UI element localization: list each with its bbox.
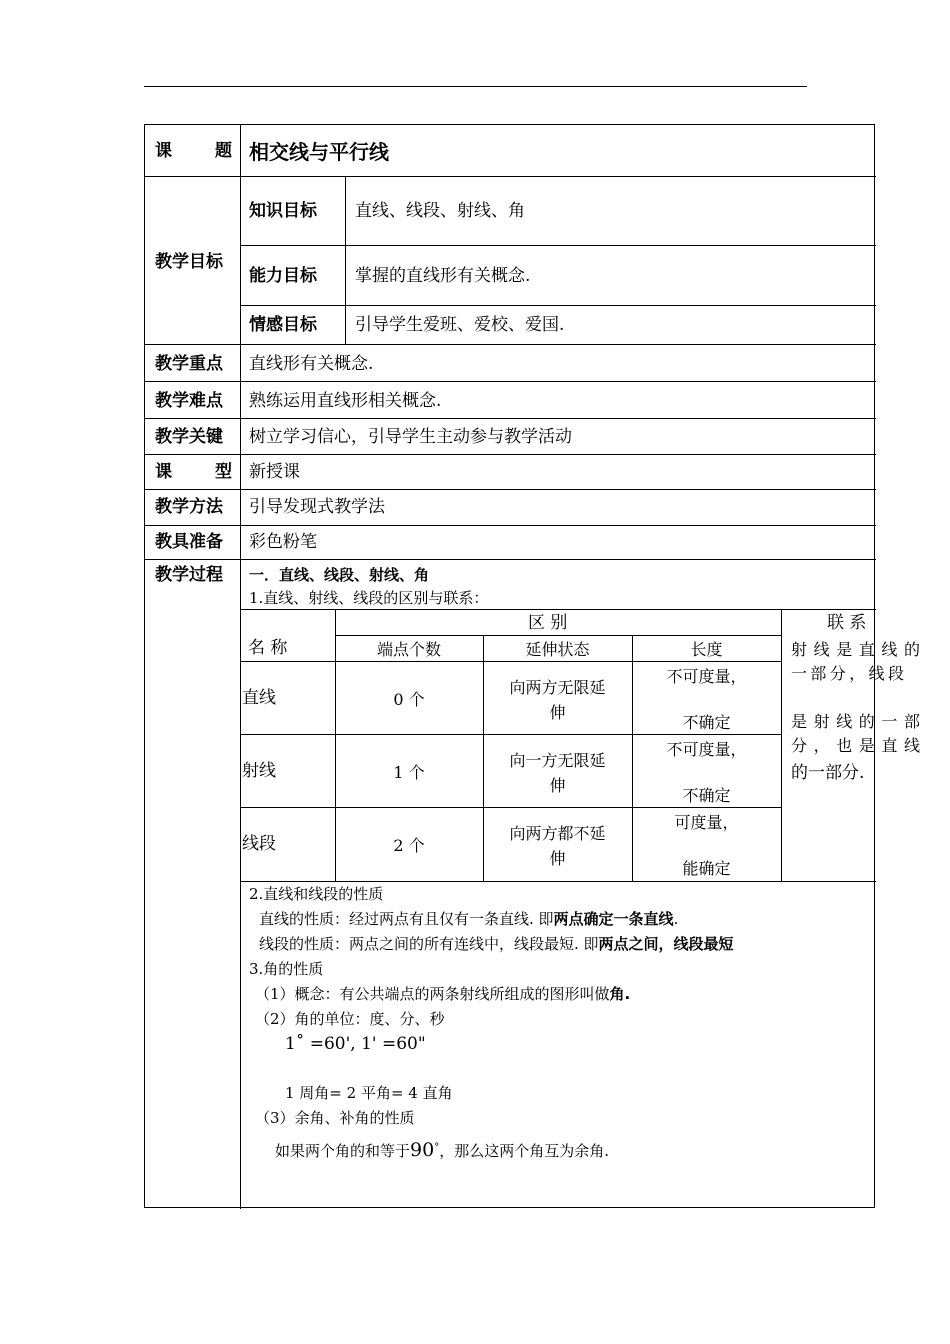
row-tools-label: 教具准备 — [155, 532, 223, 552]
goal-knowledge-value: 直线、线段、射线、角 — [355, 201, 525, 221]
p2-title: 2.直线和线段的性质 — [249, 885, 384, 903]
goal-emotion-value: 引导学生爱班、爱校、爱国. — [355, 315, 565, 335]
unit-formula: 1˚ =60', 1' =60" — [285, 1034, 426, 1054]
goal-knowledge-label: 知识目标 — [249, 201, 317, 221]
goal-emotion-label: 情感目标 — [249, 315, 317, 335]
complement-rule: 如果两个角的和等于90°，那么这两个角互为余角. — [275, 1139, 609, 1161]
table-row-name: 线段 — [242, 834, 276, 854]
table-row-name: 射线 — [242, 761, 276, 781]
p3-title: 3.角的性质 — [249, 960, 324, 978]
row-tools-value: 彩色粉笔 — [249, 532, 317, 552]
process-label: 教学过程 — [155, 565, 223, 585]
table-row-length-2: 不确定 — [682, 786, 731, 805]
goal-ability-value: 掌握的直线形有关概念. — [355, 266, 531, 286]
col-header-endpoints: 端点个数 — [376, 640, 441, 659]
table-intro: 1.直线、射线、线段的区别与联系： — [249, 589, 489, 607]
table-row-length: 可度量， — [674, 813, 739, 832]
row-focus-label: 教学重点 — [155, 354, 223, 374]
col-header-extension: 延伸状态 — [525, 640, 590, 659]
link-line: 分，也是直线 — [791, 736, 920, 755]
table-row-extension-2: 伸 — [549, 849, 566, 868]
table-row-extension: 向两方无限延 — [509, 678, 606, 697]
row-type-label-2: 型 — [215, 462, 232, 482]
row-focus-value: 直线形有关概念. — [249, 354, 374, 374]
table-row-extension: 向一方无限延 — [509, 751, 606, 770]
table-row-length-2: 能确定 — [682, 859, 731, 878]
row-type-value: 新授课 — [249, 462, 300, 482]
link-line: 一部分，线段 — [791, 664, 904, 683]
row-method-value: 引导发现式教学法 — [249, 497, 385, 517]
row-type-label: 课 — [155, 462, 172, 482]
angle-relation: 1 周角= 2 平角= 4 直角 — [285, 1084, 453, 1102]
lesson-plan-table — [144, 124, 920, 1208]
table-row-endpoints: 2 个 — [393, 836, 425, 855]
table-row-extension: 向两方都不延 — [509, 824, 606, 843]
topic-label: 课 — [155, 141, 172, 161]
table-row-endpoints: 0 个 — [393, 690, 425, 709]
topic-title: 相交线与平行线 — [249, 140, 389, 164]
topic-label-2: 题 — [215, 141, 232, 161]
row-key-value: 树立学习信心，引导学生主动参与教学活动 — [249, 427, 572, 447]
table-row-length: 不可度量， — [666, 740, 747, 759]
link-line: 射线是直线的 — [791, 640, 920, 659]
link-line: 的一部分. — [791, 763, 865, 783]
link-line: 是射线的一部 — [791, 712, 920, 731]
p2-line2: 线段的性质：两点之间的所有连线中，线段最短. 即两点之间，线段最短 — [259, 935, 734, 953]
row-difficulty-value: 熟练运用直线形相关概念. — [249, 391, 442, 411]
p3-concept: （1）概念：有公共端点的两条射线所组成的图形叫做角. — [255, 985, 631, 1003]
table-row-extension-2: 伸 — [549, 776, 566, 795]
table-row-extension-2: 伸 — [549, 703, 566, 722]
goal-ability-label: 能力目标 — [249, 266, 317, 286]
table-row-length: 不可度量， — [666, 667, 747, 686]
table-row-length-2: 不确定 — [682, 713, 731, 732]
goals-label: 教学目标 — [155, 252, 223, 272]
header-rule — [144, 86, 807, 87]
col-header-length: 长度 — [690, 640, 723, 659]
name-header: 名 称 — [248, 638, 288, 658]
p3-complement-title: （3）余角、补角的性质 — [255, 1109, 415, 1127]
row-method-label: 教学方法 — [155, 497, 223, 517]
row-difficulty-label: 教学难点 — [155, 391, 223, 411]
section-heading: 一．直线、线段、射线、角 — [249, 566, 430, 584]
diff-header: 区 别 — [528, 613, 568, 633]
link-header: 联 系 — [827, 613, 867, 633]
table-row-name: 直线 — [242, 688, 276, 708]
table-row-endpoints: 1 个 — [393, 763, 425, 782]
p2-line1: 直线的性质：经过两点有且仅有一条直线. 即两点确定一条直线. — [259, 910, 679, 928]
row-key-label: 教学关键 — [155, 427, 223, 447]
p3-units: （2）角的单位：度、分、秒 — [255, 1010, 445, 1028]
